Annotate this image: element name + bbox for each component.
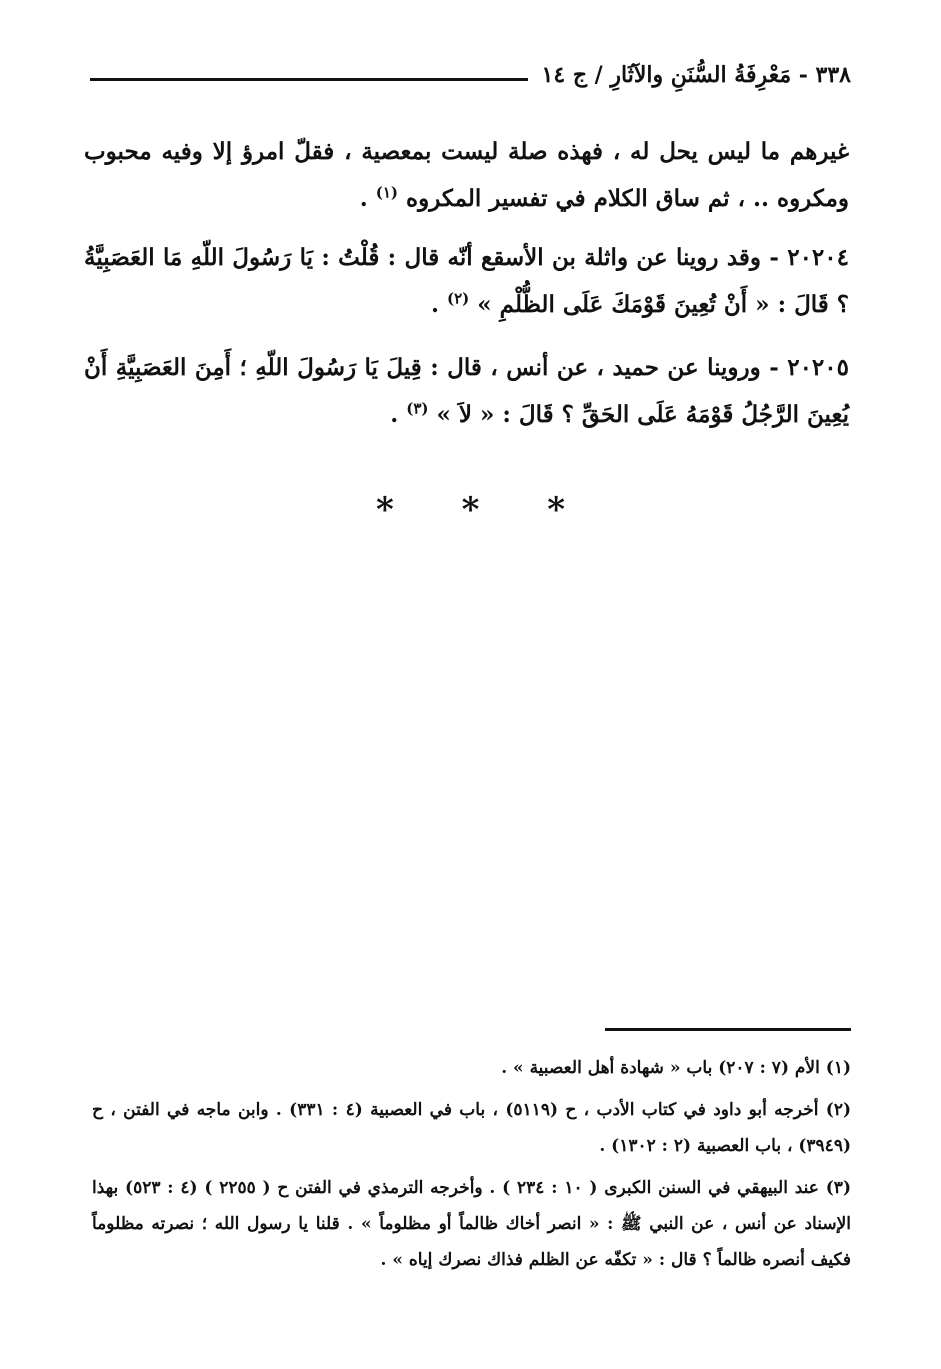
footnote-1: (١) الأم (٧ : ٢٠٧) باب « شهادة أهل العصبية » .	[501, 1058, 851, 1078]
asterisk-3: *	[547, 490, 566, 530]
footnote-ref-1[interactable]: (١)	[375, 183, 399, 202]
footnotes	[92, 1050, 851, 1284]
paragraph-3-end: .	[390, 401, 399, 428]
paragraph-1	[84, 128, 849, 222]
paragraph-1-text: غيرهم ما ليس يحل له ، فهذه صلة ليست بمعصية ، فقلّ امرؤ إلا وفيه محبوب ومكروه .. ، ثم ساق الكلام في تفسير المكروه	[84, 138, 849, 212]
footnote-3: (٣) عند البيهقي في السنن الكبرى ( ١٠ : ٢٣٤ ) . وأخرجه الترمذي في الفتن ح ( ٢٢٥٥ ) (٤ : ٥٢٣) بهذا الإسناد عن أنس ، عن النبي ﷺ : « انصر أخاك ظالماً أو مظلوماً » . قلنا يا رسول الله ؛ نصرته مظلوماً فكيف أنصره ظالماً ؟ قال : « تكفّه عن الظلم فذاك نصرك إياه » .	[92, 1178, 851, 1270]
paragraph-1-end: .	[359, 185, 368, 212]
asterisk-1: *	[375, 490, 394, 530]
paragraph-2	[84, 234, 849, 328]
footnote-ref-3[interactable]: (٣)	[406, 399, 429, 418]
asterisk-2: *	[461, 490, 480, 530]
footnote-ref-2[interactable]: (٢)	[446, 289, 470, 308]
paragraph-3	[84, 344, 849, 438]
paragraph-2-end: .	[430, 291, 439, 318]
main-text	[84, 128, 849, 454]
paragraph-2-text: ٢٠٢٠٤ - وقد روينا عن واثلة بن الأسقع أنّه قال : قُلْتُ : يَا رَسُولَ اللّهِ مَا العَصَبِيَّةُ ؟ قَالَ : « أَنْ تُعِينَ قَوْمَكَ عَلَى الظُّلْمِ »	[84, 244, 849, 318]
paragraph-3-text: ٢٠٢٠٥ - وروينا عن حميد ، عن أنس ، قال : قِيلَ يَا رَسُولَ اللّهِ ؛ أَمِنَ العَصَبِيَّةِ أَنْ يُعِينَ الرَّجُلُ قَوْمَهُ عَلَى الحَقِّ ؟ قَالَ : « لاَ »	[84, 354, 849, 428]
footnote-divider	[605, 1028, 851, 1031]
running-head-text: ٣٣٨ - مَعْرِفَةُ السُّنَنِ والآثَارِ / ج ١٤	[541, 62, 851, 88]
section-separator	[0, 490, 941, 530]
running-header	[90, 58, 851, 92]
header-rule	[90, 78, 528, 81]
footnote-2: (٢) أخرجه أبو داود في كتاب الأدب ، ح (٥١١٩) ، باب في العصبية (٤ : ٣٣١) . وابن ماجه في الفتن ، ح (٣٩٤٩) ، باب العصبية (٢ : ١٣٠٢) .	[92, 1100, 851, 1156]
